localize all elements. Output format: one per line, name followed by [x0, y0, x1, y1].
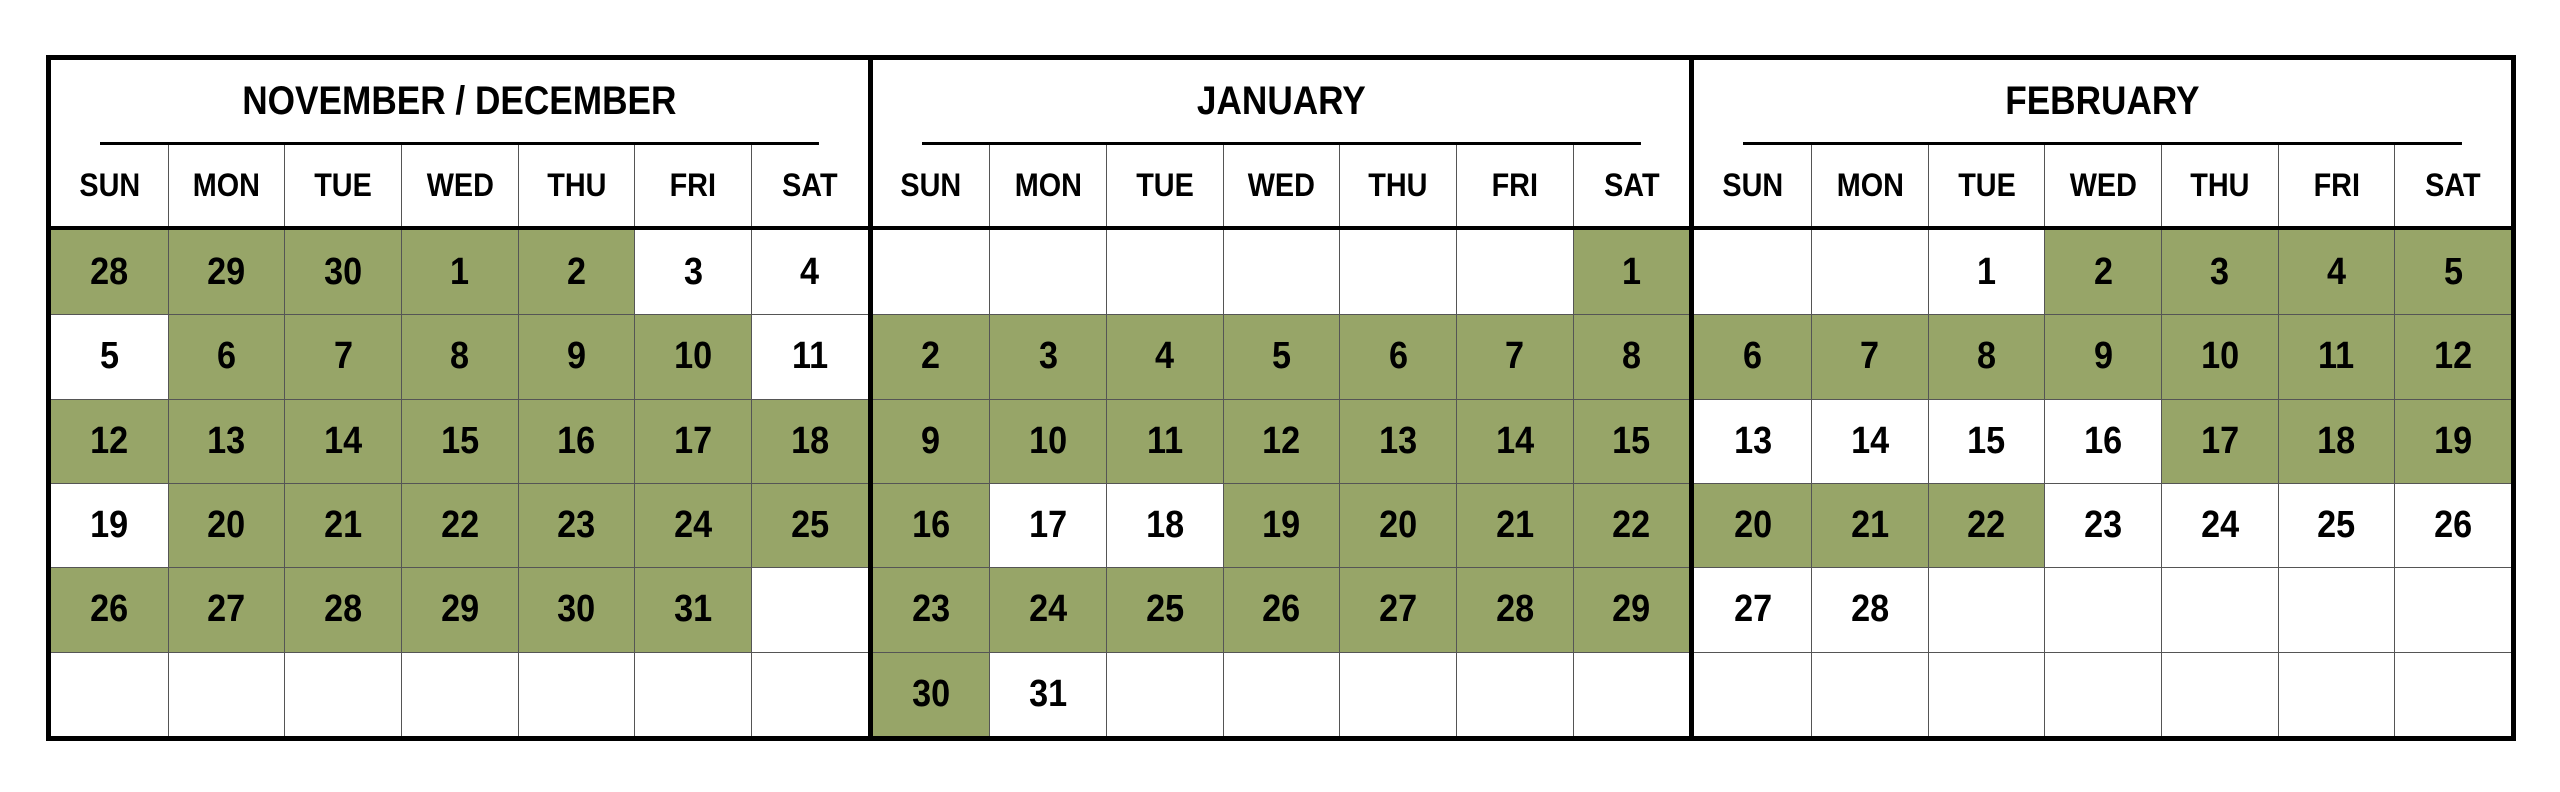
weekday-header — [401, 145, 518, 226]
day-cell — [1456, 567, 1573, 651]
empty-day-cell — [2394, 567, 2511, 651]
day-cell — [751, 483, 868, 567]
day-cell — [1223, 483, 1340, 567]
day-cell — [401, 483, 518, 567]
day-cell — [518, 230, 635, 314]
day-cell — [1694, 399, 1811, 483]
day-cell — [751, 230, 868, 314]
empty-day-cell — [1106, 652, 1223, 736]
day-cell — [751, 314, 868, 398]
day-cell — [2278, 314, 2395, 398]
day-number: 15 — [440, 419, 479, 462]
empty-day-cell — [1456, 230, 1573, 314]
day-number: 10 — [674, 335, 713, 378]
day-cell — [1928, 483, 2045, 567]
weekday-header-row — [873, 145, 1690, 230]
weekday-label: SUN — [78, 167, 140, 203]
day-number: 31 — [674, 588, 713, 631]
day-number: 24 — [1029, 588, 1068, 631]
day-number: 13 — [207, 419, 246, 462]
day-number: 28 — [324, 588, 363, 631]
day-number: 2 — [566, 250, 587, 293]
empty-day-cell — [51, 652, 168, 736]
weekday-header-row — [1694, 145, 2511, 230]
empty-day-cell — [1811, 652, 1928, 736]
weekday-header — [1694, 145, 1811, 226]
weekday-label: WED — [2069, 167, 2137, 203]
day-number: 17 — [2200, 419, 2239, 462]
day-number: 8 — [1621, 335, 1642, 378]
day-number: 4 — [1155, 335, 1175, 378]
weekday-header — [2161, 145, 2278, 226]
day-cell — [2161, 314, 2278, 398]
day-cell — [634, 399, 751, 483]
empty-day-cell — [751, 652, 868, 736]
empty-day-cell — [989, 230, 1106, 314]
day-number: 2 — [2093, 250, 2113, 293]
day-number: 8 — [1976, 335, 1997, 378]
day-cell — [518, 314, 635, 398]
day-number: 6 — [1743, 335, 1763, 378]
day-number: 1 — [1621, 250, 1642, 293]
weekday-header — [2394, 145, 2511, 226]
day-cell — [1456, 483, 1573, 567]
day-cell — [1573, 314, 1690, 398]
weekday-label: SUN — [1722, 167, 1784, 203]
day-number: 23 — [911, 588, 951, 631]
day-number: 30 — [557, 588, 596, 631]
day-cell — [51, 483, 168, 567]
day-number: 12 — [90, 419, 129, 462]
month-title: JANUARY — [922, 60, 1641, 145]
empty-day-cell — [751, 567, 868, 651]
empty-day-cell — [1456, 652, 1573, 736]
day-number: 7 — [1505, 335, 1525, 378]
day-cell — [1811, 314, 1928, 398]
day-cell — [1573, 399, 1690, 483]
month-title: FEBRUARY — [1743, 60, 2462, 145]
day-number: 16 — [911, 504, 951, 547]
day-number: 26 — [2434, 504, 2473, 547]
empty-day-cell — [634, 652, 751, 736]
weekday-header — [2278, 145, 2395, 226]
empty-day-cell — [1106, 230, 1223, 314]
day-number: 22 — [440, 504, 479, 547]
day-number: 26 — [1262, 588, 1301, 631]
day-number: 16 — [557, 419, 596, 462]
day-cell — [1339, 399, 1456, 483]
weekday-header — [51, 145, 168, 226]
day-cell — [284, 314, 401, 398]
day-number: 8 — [450, 335, 470, 378]
day-cell — [1694, 314, 1811, 398]
day-cell — [2278, 230, 2395, 314]
day-cell — [2394, 314, 2511, 398]
day-cell — [2394, 483, 2511, 567]
day-cell — [168, 483, 285, 567]
day-cell — [2161, 230, 2278, 314]
day-number: 15 — [1967, 419, 2006, 462]
day-cell — [168, 399, 285, 483]
day-cell — [2161, 399, 2278, 483]
day-number: 11 — [2318, 335, 2355, 378]
empty-day-cell — [1223, 652, 1340, 736]
day-cell — [1928, 399, 2045, 483]
day-cell — [634, 314, 751, 398]
day-cell — [634, 230, 751, 314]
day-cell — [518, 399, 635, 483]
day-cell — [873, 567, 990, 651]
day-number: 22 — [1967, 504, 2006, 547]
weekday-header — [518, 145, 635, 226]
month-january — [868, 60, 1690, 736]
day-number: 7 — [1860, 335, 1880, 378]
day-cell — [751, 399, 868, 483]
day-cell — [168, 567, 285, 651]
day-cell — [2394, 399, 2511, 483]
day-number: 19 — [1262, 504, 1301, 547]
day-number: 4 — [2326, 250, 2347, 293]
day-number: 4 — [800, 250, 820, 293]
day-cell — [1339, 314, 1456, 398]
day-number: 13 — [1379, 419, 1418, 462]
day-number: 1 — [450, 250, 470, 293]
weekday-label: THU — [546, 167, 607, 203]
day-cell — [1928, 314, 2045, 398]
day-cell — [1106, 567, 1223, 651]
day-number: 24 — [674, 504, 713, 547]
day-cell — [518, 483, 635, 567]
day-cell — [873, 314, 990, 398]
day-cell — [634, 483, 751, 567]
weekday-header — [1928, 145, 2045, 226]
day-number: 5 — [2443, 250, 2463, 293]
weekday-header — [1456, 145, 1573, 226]
weekday-label: TUE — [314, 167, 372, 203]
empty-day-cell — [1573, 652, 1690, 736]
empty-day-cell — [1694, 652, 1811, 736]
day-number: 11 — [1146, 419, 1183, 462]
weekday-header — [1106, 145, 1223, 226]
day-cell — [1694, 483, 1811, 567]
weekday-label: SAT — [2425, 167, 2481, 203]
empty-day-cell — [1223, 230, 1340, 314]
day-cell — [989, 483, 1106, 567]
day-number: 3 — [683, 250, 703, 293]
day-cell — [2044, 483, 2161, 567]
empty-day-cell — [401, 652, 518, 736]
day-cell — [1573, 567, 1690, 651]
weekday-label: MON — [1836, 167, 1904, 203]
day-number: 5 — [1271, 335, 1292, 378]
day-number: 7 — [333, 335, 353, 378]
day-cell — [168, 230, 285, 314]
day-cell — [168, 314, 285, 398]
day-cell — [284, 399, 401, 483]
day-number: 12 — [2434, 335, 2473, 378]
empty-day-cell — [2161, 567, 2278, 651]
day-number: 10 — [2200, 335, 2239, 378]
day-cell — [518, 567, 635, 651]
day-number: 30 — [911, 672, 951, 715]
day-number: 29 — [1612, 588, 1651, 631]
day-cell — [1811, 399, 1928, 483]
day-number: 9 — [2093, 335, 2113, 378]
weekday-label: THU — [1368, 167, 1428, 203]
day-number: 9 — [921, 419, 941, 462]
day-cell — [51, 567, 168, 651]
day-number: 27 — [207, 588, 246, 631]
weekday-header — [168, 145, 285, 226]
day-cell — [401, 567, 518, 651]
day-number: 20 — [1733, 504, 1772, 547]
day-number: 25 — [2317, 504, 2356, 547]
day-cell — [989, 567, 1106, 651]
weekday-header — [989, 145, 1106, 226]
day-cell — [1106, 483, 1223, 567]
weekday-label: TUE — [1136, 167, 1194, 203]
day-cell — [873, 399, 990, 483]
month-november-december — [51, 60, 868, 736]
day-number: 13 — [1733, 419, 1772, 462]
day-number: 15 — [1612, 419, 1651, 462]
day-cell — [989, 399, 1106, 483]
empty-day-cell — [2278, 567, 2395, 651]
weekday-label: FRI — [669, 167, 717, 203]
weekday-label: SAT — [782, 167, 838, 203]
day-number: 21 — [1495, 504, 1534, 547]
day-grid — [1694, 230, 2511, 736]
day-number: 17 — [1029, 504, 1068, 547]
day-cell — [2278, 483, 2395, 567]
weekday-header — [634, 145, 751, 226]
day-number: 25 — [1145, 588, 1184, 631]
day-grid — [51, 230, 868, 736]
empty-day-cell — [1694, 230, 1811, 314]
weekday-label: FRI — [1491, 167, 1539, 203]
empty-day-cell — [2161, 652, 2278, 736]
day-cell — [284, 230, 401, 314]
day-cell — [1456, 399, 1573, 483]
weekday-header — [284, 145, 401, 226]
empty-day-cell — [2044, 567, 2161, 651]
day-number: 27 — [1379, 588, 1418, 631]
day-cell — [1811, 567, 1928, 651]
empty-day-cell — [1928, 567, 2045, 651]
day-number: 9 — [566, 335, 587, 378]
day-cell — [2044, 230, 2161, 314]
day-cell — [51, 230, 168, 314]
day-cell — [2044, 314, 2161, 398]
day-cell — [1339, 483, 1456, 567]
day-number: 21 — [1850, 504, 1889, 547]
day-number: 23 — [2084, 504, 2123, 547]
day-number: 3 — [1038, 335, 1058, 378]
empty-day-cell — [1339, 652, 1456, 736]
calendar — [46, 55, 2516, 741]
day-cell — [1456, 314, 1573, 398]
day-number: 19 — [90, 504, 129, 547]
day-cell — [51, 399, 168, 483]
day-cell — [401, 314, 518, 398]
day-number: 27 — [1733, 588, 1772, 631]
day-number: 16 — [2084, 419, 2123, 462]
day-cell — [873, 652, 990, 736]
empty-day-cell — [284, 652, 401, 736]
empty-day-cell — [873, 230, 990, 314]
month-title: NOVEMBER / DECEMBER — [100, 60, 819, 145]
day-number: 5 — [99, 335, 119, 378]
day-number: 6 — [216, 335, 237, 378]
weekday-label: WED — [1247, 167, 1316, 203]
day-cell — [1811, 483, 1928, 567]
day-cell — [1106, 399, 1223, 483]
day-number: 28 — [1495, 588, 1534, 631]
weekday-label: WED — [426, 167, 494, 203]
empty-day-cell — [1811, 230, 1928, 314]
weekday-label: MON — [192, 167, 261, 203]
empty-day-cell — [2278, 652, 2395, 736]
day-cell — [1573, 230, 1690, 314]
day-grid — [873, 230, 1690, 736]
day-number: 12 — [1262, 419, 1301, 462]
day-number: 14 — [324, 419, 363, 462]
day-cell — [2044, 399, 2161, 483]
day-number: 21 — [324, 504, 363, 547]
day-cell — [1223, 314, 1340, 398]
day-number: 17 — [674, 419, 713, 462]
day-number: 6 — [1388, 335, 1408, 378]
day-number: 3 — [2210, 250, 2230, 293]
day-number: 26 — [90, 588, 129, 631]
empty-day-cell — [2394, 652, 2511, 736]
weekday-header — [2044, 145, 2161, 226]
day-cell — [1223, 399, 1340, 483]
day-number: 24 — [2200, 504, 2239, 547]
day-number: 30 — [324, 250, 363, 293]
day-number: 23 — [557, 504, 596, 547]
day-number: 31 — [1029, 672, 1068, 715]
empty-day-cell — [2044, 652, 2161, 736]
day-cell — [1694, 567, 1811, 651]
weekday-label: TUE — [1957, 167, 2016, 203]
day-number: 10 — [1029, 419, 1068, 462]
day-number: 22 — [1612, 504, 1651, 547]
weekday-label: SAT — [1603, 167, 1660, 203]
day-number: 18 — [1145, 504, 1184, 547]
weekday-label: MON — [1014, 167, 1082, 203]
weekday-label: THU — [2190, 167, 2250, 203]
day-number: 2 — [921, 335, 941, 378]
day-number: 25 — [790, 504, 829, 547]
empty-day-cell — [1928, 652, 2045, 736]
weekday-header-row — [51, 145, 868, 230]
weekday-header — [751, 145, 868, 226]
day-cell — [1223, 567, 1340, 651]
day-number: 18 — [790, 419, 829, 462]
day-cell — [2394, 230, 2511, 314]
month-february — [1689, 60, 2511, 736]
weekday-header — [873, 145, 990, 226]
day-cell — [284, 567, 401, 651]
day-number: 20 — [1379, 504, 1418, 547]
empty-day-cell — [168, 652, 285, 736]
day-cell — [2278, 399, 2395, 483]
day-cell — [1106, 314, 1223, 398]
day-cell — [989, 652, 1106, 736]
day-cell — [401, 399, 518, 483]
day-number: 29 — [440, 588, 479, 631]
weekday-header — [1339, 145, 1456, 226]
day-cell — [1573, 483, 1690, 567]
day-number: 20 — [207, 504, 246, 547]
empty-day-cell — [1339, 230, 1456, 314]
day-cell — [873, 483, 990, 567]
day-cell — [401, 230, 518, 314]
weekday-label: FRI — [2313, 167, 2360, 203]
day-number: 28 — [90, 250, 129, 293]
day-number: 28 — [1850, 588, 1889, 631]
empty-day-cell — [518, 652, 635, 736]
day-cell — [51, 314, 168, 398]
day-number: 18 — [2317, 419, 2356, 462]
weekday-header — [1811, 145, 1928, 226]
day-number: 11 — [791, 335, 828, 378]
day-number: 19 — [2434, 419, 2473, 462]
weekday-header — [1573, 145, 1690, 226]
day-number: 1 — [1976, 250, 1997, 293]
day-cell — [634, 567, 751, 651]
day-cell — [1928, 230, 2045, 314]
weekday-header — [1223, 145, 1340, 226]
day-number: 14 — [1495, 419, 1534, 462]
day-cell — [2161, 483, 2278, 567]
day-number: 29 — [207, 250, 246, 293]
day-cell — [1339, 567, 1456, 651]
day-number: 14 — [1850, 419, 1889, 462]
weekday-label: SUN — [900, 167, 962, 203]
day-cell — [284, 483, 401, 567]
day-cell — [989, 314, 1106, 398]
